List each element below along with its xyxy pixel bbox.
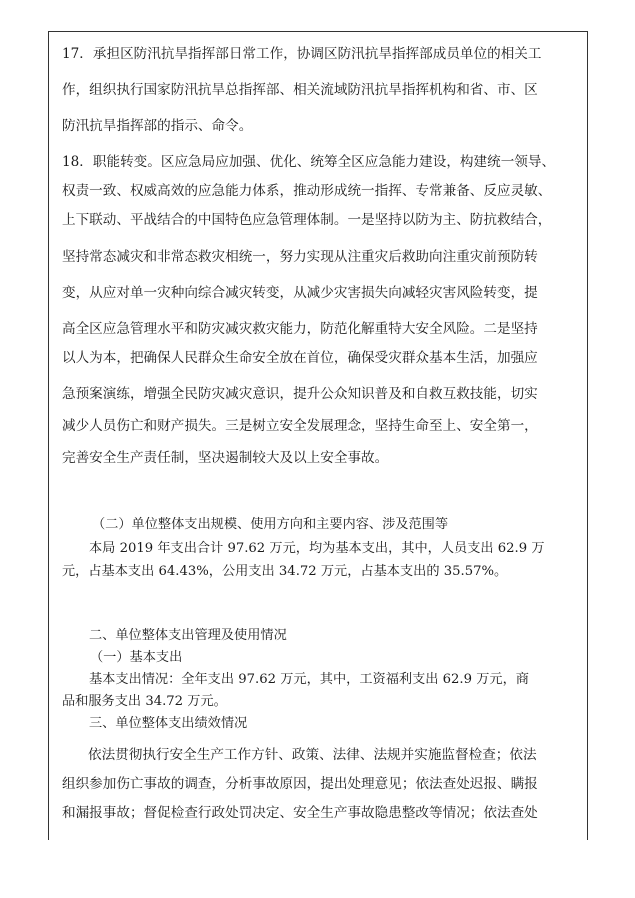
basic-expenditure-line-2: 品和服务支出 34.72 万元。: [62, 694, 227, 709]
expenditure-scale-line-1: 本局 2019 年支出合计 97.62 万元，均为基本支出，其中，人员支出 62.9 万: [89, 541, 545, 556]
body-line-3: 防汛抗旱指挥部的指示、命令。: [62, 118, 253, 134]
expenditure-scale-heading: （二）单位整体支出规模、使用方向和主要内容、涉及范围等: [92, 517, 449, 532]
body-line-5: 权责一致、权威高效的应急能力体系，推动形成统一指挥、专常兼备、反应灵敏、: [62, 183, 552, 199]
body-line-2: 作，组织执行国家防汛抗旱总指挥部、相关流域防汛抗旱指挥机构和省、市、区: [62, 82, 538, 98]
body-line-6: 上下联动、平战结合的中国特色应急管理体制。一是坚持以防为主、防抗救结合，: [62, 212, 552, 228]
basic-expenditure-line-1: 基本支出情况：全年支出 97.62 万元，其中，工资福利支出 62.9 万元，商: [89, 672, 529, 687]
body-line-12: 减少人员伤亡和财产损失。三是树立安全发展理念，坚持生命至上、安全第一，: [62, 418, 538, 434]
basic-expenditure-subheading: （一）基本支出: [90, 650, 183, 665]
performance-line-3: 和漏报事故；督促检查行政处罚决定、安全生产事故隐患整改等情况；依法查处: [62, 805, 538, 821]
body-line-7: 坚持常态减灾和非常态救灾相统一，努力实现从注重灾后救助向注重灾前预防转: [62, 249, 538, 265]
expenditure-scale-line-2: 元，占基本支出 64.43%，公用支出 34.72 万元，占基本支出的 35.57%。: [62, 564, 508, 579]
body-line-13: 完善安全生产责任制，坚决遏制较大及以上安全事故。: [62, 450, 389, 466]
performance-heading: 三、单位整体支出绩效情况: [89, 716, 248, 731]
performance-line-1: 依法贯彻执行安全生产工作方针、政策、法律、法规并实施监督检查；依法: [88, 747, 537, 763]
body-line-8: 变，从应对单一灾种向综合减灾转变，从减少灾害损失向减轻灾害风险转变，提: [62, 285, 538, 301]
body-line-9: 高全区应急管理水平和防灾减灾救灾能力，防范化解重特大安全风险。二是坚持: [62, 321, 538, 337]
body-line-11: 急预案演练，增强全民防灾减灾意识，提升公众知识普及和自救互救技能，切实: [62, 386, 538, 402]
body-line-4: 18．职能转变。区应急局应加强、优化、统筹全区应急能力建设，构建统一领导、: [62, 154, 556, 170]
performance-line-2: 组织参加伤亡事故的调查，分析事故原因，提出处理意见；依法查处迟报、瞒报: [62, 776, 538, 792]
management-heading: 二、单位整体支出管理及使用情况: [89, 628, 287, 643]
body-line-1: 17．承担区防汛抗旱指挥部日常工作，协调区防汛抗旱指挥部成员单位的相关工: [62, 46, 542, 62]
body-line-10: 以人为本，把确保人民群众生命安全放在首位，确保受灾群众基本生活，加强应: [62, 350, 538, 366]
